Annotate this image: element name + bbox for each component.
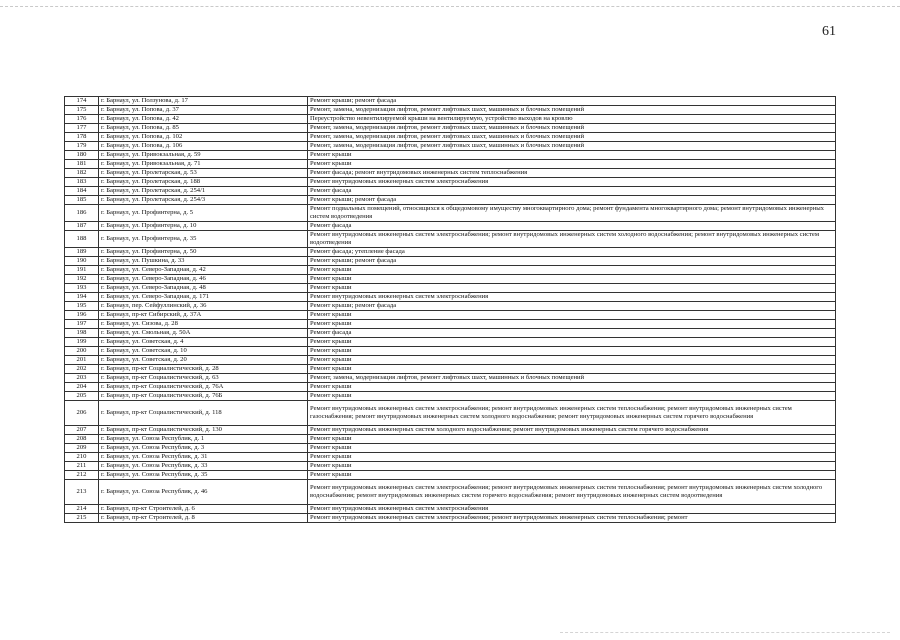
row-number: 183 bbox=[65, 178, 99, 187]
work-type-cell: Ремонт крыши bbox=[308, 275, 836, 284]
address-cell: г. Барнаул, ул. Привокзальная, д. 59 bbox=[99, 151, 308, 160]
table-row bbox=[65, 266, 836, 275]
work-type-cell: Ремонт внутридомовых инженерных систем электроснабжения bbox=[308, 178, 836, 187]
table-row bbox=[65, 426, 836, 435]
work-type-cell: Ремонт, замена, модернизация лифтов, ремонт лифтовых шахт, машинных и блочных помещений bbox=[308, 374, 836, 383]
work-type-cell: Ремонт крыши bbox=[308, 338, 836, 347]
row-number: 175 bbox=[65, 106, 99, 115]
address-cell: г. Барнаул, ул. Смольная, д. 50А bbox=[99, 329, 308, 338]
work-type-cell: Ремонт крыши; ремонт фасада bbox=[308, 97, 836, 106]
work-type-cell: Ремонт внутридомовых инженерных систем электроснабжения; ремонт внутридомовых инженерных систем теплоснабжения; ремонт внутридомовых инженерных систем газоснабжения; ремонт внутридомовых инженерных систем холодного водоснабжения; ремонт внутридомовых инженерных систем горячего водоснабжения bbox=[308, 401, 836, 426]
table-row bbox=[65, 374, 836, 383]
row-number: 179 bbox=[65, 142, 99, 151]
work-type-cell: Ремонт внутридомовых инженерных систем электроснабжения bbox=[308, 293, 836, 302]
work-type-cell: Ремонт крыши bbox=[308, 151, 836, 160]
table-row bbox=[65, 151, 836, 160]
address-cell: г. Барнаул, ул. Союза Республик, д. 35 bbox=[99, 471, 308, 480]
address-cell: г. Барнаул, пр-кт Социалистический, д. 63 bbox=[99, 374, 308, 383]
table-row bbox=[65, 302, 836, 311]
work-type-cell: Ремонт внутридомовых инженерных систем электроснабжения bbox=[308, 505, 836, 514]
work-type-cell: Ремонт крыши bbox=[308, 435, 836, 444]
address-cell: г. Барнаул, ул. Попова, д. 102 bbox=[99, 133, 308, 142]
work-type-cell: Ремонт крыши bbox=[308, 320, 836, 329]
row-number: 182 bbox=[65, 169, 99, 178]
row-number: 198 bbox=[65, 329, 99, 338]
address-cell: г. Барнаул, ул. Союза Республик, д. 3 bbox=[99, 444, 308, 453]
row-number: 178 bbox=[65, 133, 99, 142]
table-row bbox=[65, 196, 836, 205]
work-type-cell: Ремонт подвальных помещений, относящихся к общедомовому имуществу многоквартирного дома; ремонт фундамента многоквартирного дома; ремонт внутридомовых инженерных систем водоотведения bbox=[308, 205, 836, 222]
table-row bbox=[65, 142, 836, 151]
work-type-cell: Переустройство невентилируемой крыши на вентилируемую, устройство выходов на кровлю bbox=[308, 115, 836, 124]
address-cell: г. Барнаул, ул. Попова, д. 37 bbox=[99, 106, 308, 115]
row-number: 176 bbox=[65, 115, 99, 124]
row-number: 197 bbox=[65, 320, 99, 329]
row-number: 177 bbox=[65, 124, 99, 133]
address-cell: г. Барнаул, пр-кт Социалистический, д. 76А bbox=[99, 383, 308, 392]
address-cell: г. Барнаул, ул. Советская, д. 20 bbox=[99, 356, 308, 365]
address-cell: г. Барнаул, пер. Сейфуллинский, д. 36 bbox=[99, 302, 308, 311]
table-row bbox=[65, 514, 836, 523]
work-type-cell: Ремонт крыши; ремонт фасада bbox=[308, 257, 836, 266]
address-cell: г. Барнаул, ул. Союза Республик, д. 1 bbox=[99, 435, 308, 444]
table-row bbox=[65, 106, 836, 115]
work-type-cell: Ремонт, замена, модернизация лифтов, ремонт лифтовых шахт, машинных и блочных помещений bbox=[308, 133, 836, 142]
row-number: 196 bbox=[65, 311, 99, 320]
address-cell: г. Барнаул, ул. Попова, д. 42 bbox=[99, 115, 308, 124]
table-row bbox=[65, 187, 836, 196]
address-cell: г. Барнаул, ул. Профинтерна, д. 10 bbox=[99, 222, 308, 231]
address-cell: г. Барнаул, пр-кт Строителей, д. 8 bbox=[99, 514, 308, 523]
address-cell: г. Барнаул, ул. Профинтерна, д. 5 bbox=[99, 205, 308, 222]
row-number: 191 bbox=[65, 266, 99, 275]
table-row bbox=[65, 160, 836, 169]
work-type-cell: Ремонт, замена, модернизация лифтов, ремонт лифтовых шахт, машинных и блочных помещений bbox=[308, 142, 836, 151]
table-row bbox=[65, 115, 836, 124]
table-row bbox=[65, 401, 836, 426]
row-number: 210 bbox=[65, 453, 99, 462]
row-number: 203 bbox=[65, 374, 99, 383]
address-cell: г. Барнаул, пр-кт Строителей, д. 6 bbox=[99, 505, 308, 514]
row-number: 215 bbox=[65, 514, 99, 523]
row-number: 200 bbox=[65, 347, 99, 356]
row-number: 204 bbox=[65, 383, 99, 392]
work-type-cell: Ремонт, замена, модернизация лифтов, ремонт лифтовых шахт, машинных и блочных помещений bbox=[308, 124, 836, 133]
work-type-cell: Ремонт фасада bbox=[308, 329, 836, 338]
address-cell: г. Барнаул, ул. Пролетарская, д. 53 bbox=[99, 169, 308, 178]
row-number: 211 bbox=[65, 462, 99, 471]
address-cell: г. Барнаул, ул. Пролетарская, д. 254/1 bbox=[99, 187, 308, 196]
address-cell: г. Барнаул, ул. Сизова, д. 28 bbox=[99, 320, 308, 329]
work-type-cell: Ремонт крыши bbox=[308, 284, 836, 293]
table-row bbox=[65, 222, 836, 231]
table-row bbox=[65, 435, 836, 444]
address-cell: г. Барнаул, ул. Пролетарская, д. 254/3 bbox=[99, 196, 308, 205]
row-number: 174 bbox=[65, 97, 99, 106]
work-type-cell: Ремонт крыши bbox=[308, 444, 836, 453]
row-number: 185 bbox=[65, 196, 99, 205]
row-number: 208 bbox=[65, 435, 99, 444]
address-cell: г. Барнаул, ул. Северо-Западная, д. 48 bbox=[99, 284, 308, 293]
table-row bbox=[65, 338, 836, 347]
work-type-cell: Ремонт внутридомовых инженерных систем электроснабжения; ремонт внутридомовых инженерных систем теплоснабжения; ремонт bbox=[308, 514, 836, 523]
row-number: 192 bbox=[65, 275, 99, 284]
row-number: 209 bbox=[65, 444, 99, 453]
table-row bbox=[65, 383, 836, 392]
table-row bbox=[65, 311, 836, 320]
row-number: 188 bbox=[65, 231, 99, 248]
table-row bbox=[65, 124, 836, 133]
row-number: 202 bbox=[65, 365, 99, 374]
table-row bbox=[65, 257, 836, 266]
row-number: 193 bbox=[65, 284, 99, 293]
table-row bbox=[65, 356, 836, 365]
work-type-cell: Ремонт крыши bbox=[308, 471, 836, 480]
table-row bbox=[65, 320, 836, 329]
table-row bbox=[65, 169, 836, 178]
address-cell: г. Барнаул, ул. Пролетарская, д. 188 bbox=[99, 178, 308, 187]
table-row bbox=[65, 293, 836, 302]
row-number: 194 bbox=[65, 293, 99, 302]
row-number: 206 bbox=[65, 401, 99, 426]
work-type-cell: Ремонт крыши; ремонт фасада bbox=[308, 302, 836, 311]
row-number: 187 bbox=[65, 222, 99, 231]
address-cell: г. Барнаул, пр-кт Социалистический, д. 118 bbox=[99, 401, 308, 426]
work-type-cell: Ремонт крыши; ремонт фасада bbox=[308, 196, 836, 205]
work-type-cell: Ремонт фасада; утепление фасада bbox=[308, 248, 836, 257]
row-number: 186 bbox=[65, 205, 99, 222]
row-number: 212 bbox=[65, 471, 99, 480]
page-number: 61 bbox=[822, 24, 836, 39]
table-row bbox=[65, 178, 836, 187]
table-row bbox=[65, 97, 836, 106]
table-row bbox=[65, 453, 836, 462]
row-number: 207 bbox=[65, 426, 99, 435]
address-cell: г. Барнаул, ул. Северо-Западная, д. 42 bbox=[99, 266, 308, 275]
work-type-cell: Ремонт крыши bbox=[308, 311, 836, 320]
address-cell: г. Барнаул, ул. Ползунова, д. 17 bbox=[99, 97, 308, 106]
work-type-cell: Ремонт внутридомовых инженерных систем холодного водоснабжения; ремонт внутридомовых инженерных систем горячего водоснабжения bbox=[308, 426, 836, 435]
address-cell: г. Барнаул, ул. Профинтерна, д. 35 bbox=[99, 231, 308, 248]
row-number: 190 bbox=[65, 257, 99, 266]
address-cell: г. Барнаул, ул. Попова, д. 106 bbox=[99, 142, 308, 151]
address-cell: г. Барнаул, ул. Союза Республик, д. 46 bbox=[99, 480, 308, 505]
address-cell: г. Барнаул, ул. Привокзальная, д. 71 bbox=[99, 160, 308, 169]
work-type-cell: Ремонт внутридомовых инженерных систем электроснабжения; ремонт внутридомовых инженерных систем холодного водоснабжения; ремонт внутридомовых инженерных систем водоотведения bbox=[308, 231, 836, 248]
address-cell: г. Барнаул, ул. Попова, д. 85 bbox=[99, 124, 308, 133]
row-number: 195 bbox=[65, 302, 99, 311]
work-type-cell: Ремонт крыши bbox=[308, 383, 836, 392]
table-row bbox=[65, 284, 836, 293]
table-row bbox=[65, 205, 836, 222]
address-cell: г. Барнаул, пр-кт Социалистический, д. 130 bbox=[99, 426, 308, 435]
work-type-cell: Ремонт крыши bbox=[308, 453, 836, 462]
table-row bbox=[65, 347, 836, 356]
address-cell: г. Барнаул, ул. Пушкина, д. 33 bbox=[99, 257, 308, 266]
repair-registry-table bbox=[64, 96, 836, 523]
address-cell: г. Барнаул, ул. Союза Республик, д. 33 bbox=[99, 462, 308, 471]
work-type-cell: Ремонт внутридомовых инженерных систем электроснабжения; ремонт внутридомовых инженерных систем теплоснабжения; ремонт внутридомовых инженерных систем холодного водоснабжения; ремонт внутридомовых инженерных систем горячего водоснабжения; ремонт внутридомовых инженерных систем водоотведения bbox=[308, 480, 836, 505]
scan-edge-top bbox=[0, 6, 900, 7]
table-row bbox=[65, 480, 836, 505]
work-type-cell: Ремонт, замена, модернизация лифтов, ремонт лифтовых шахт, машинных и блочных помещений bbox=[308, 106, 836, 115]
work-type-cell: Ремонт крыши bbox=[308, 462, 836, 471]
table-row bbox=[65, 329, 836, 338]
table-row bbox=[65, 462, 836, 471]
registry-body bbox=[65, 97, 836, 523]
table-row bbox=[65, 505, 836, 514]
table-row bbox=[65, 133, 836, 142]
table-row bbox=[65, 471, 836, 480]
work-type-cell: Ремонт крыши bbox=[308, 356, 836, 365]
work-type-cell: Ремонт фасада; ремонт внутридомовых инженерных систем теплоснабжения bbox=[308, 169, 836, 178]
row-number: 205 bbox=[65, 392, 99, 401]
row-number: 184 bbox=[65, 187, 99, 196]
work-type-cell: Ремонт фасада bbox=[308, 222, 836, 231]
address-cell: г. Барнаул, пр-кт Социалистический, д. 76Б bbox=[99, 392, 308, 401]
work-type-cell: Ремонт фасада bbox=[308, 187, 836, 196]
work-type-cell: Ремонт крыши bbox=[308, 266, 836, 275]
row-number: 199 bbox=[65, 338, 99, 347]
work-type-cell: Ремонт крыши bbox=[308, 365, 836, 374]
address-cell: г. Барнаул, ул. Северо-Западная, д. 171 bbox=[99, 293, 308, 302]
address-cell: г. Барнаул, ул. Советская, д. 10 bbox=[99, 347, 308, 356]
row-number: 201 bbox=[65, 356, 99, 365]
table-row bbox=[65, 365, 836, 374]
row-number: 213 bbox=[65, 480, 99, 505]
row-number: 189 bbox=[65, 248, 99, 257]
row-number: 181 bbox=[65, 160, 99, 169]
table-row bbox=[65, 231, 836, 248]
scan-edge-bottom bbox=[560, 632, 890, 633]
table-row bbox=[65, 248, 836, 257]
table-row bbox=[65, 392, 836, 401]
address-cell: г. Барнаул, пр-кт Сибирский, д. 37А bbox=[99, 311, 308, 320]
address-cell: г. Барнаул, ул. Союза Республик, д. 31 bbox=[99, 453, 308, 462]
address-cell: г. Барнаул, пр-кт Социалистический, д. 28 bbox=[99, 365, 308, 374]
row-number: 180 bbox=[65, 151, 99, 160]
work-type-cell: Ремонт крыши bbox=[308, 392, 836, 401]
address-cell: г. Барнаул, ул. Профинтерна, д. 50 bbox=[99, 248, 308, 257]
work-type-cell: Ремонт крыши bbox=[308, 160, 836, 169]
row-number: 214 bbox=[65, 505, 99, 514]
address-cell: г. Барнаул, ул. Северо-Западная, д. 46 bbox=[99, 275, 308, 284]
address-cell: г. Барнаул, ул. Советская, д. 4 bbox=[99, 338, 308, 347]
work-type-cell: Ремонт крыши bbox=[308, 347, 836, 356]
table-row bbox=[65, 275, 836, 284]
table-row bbox=[65, 444, 836, 453]
